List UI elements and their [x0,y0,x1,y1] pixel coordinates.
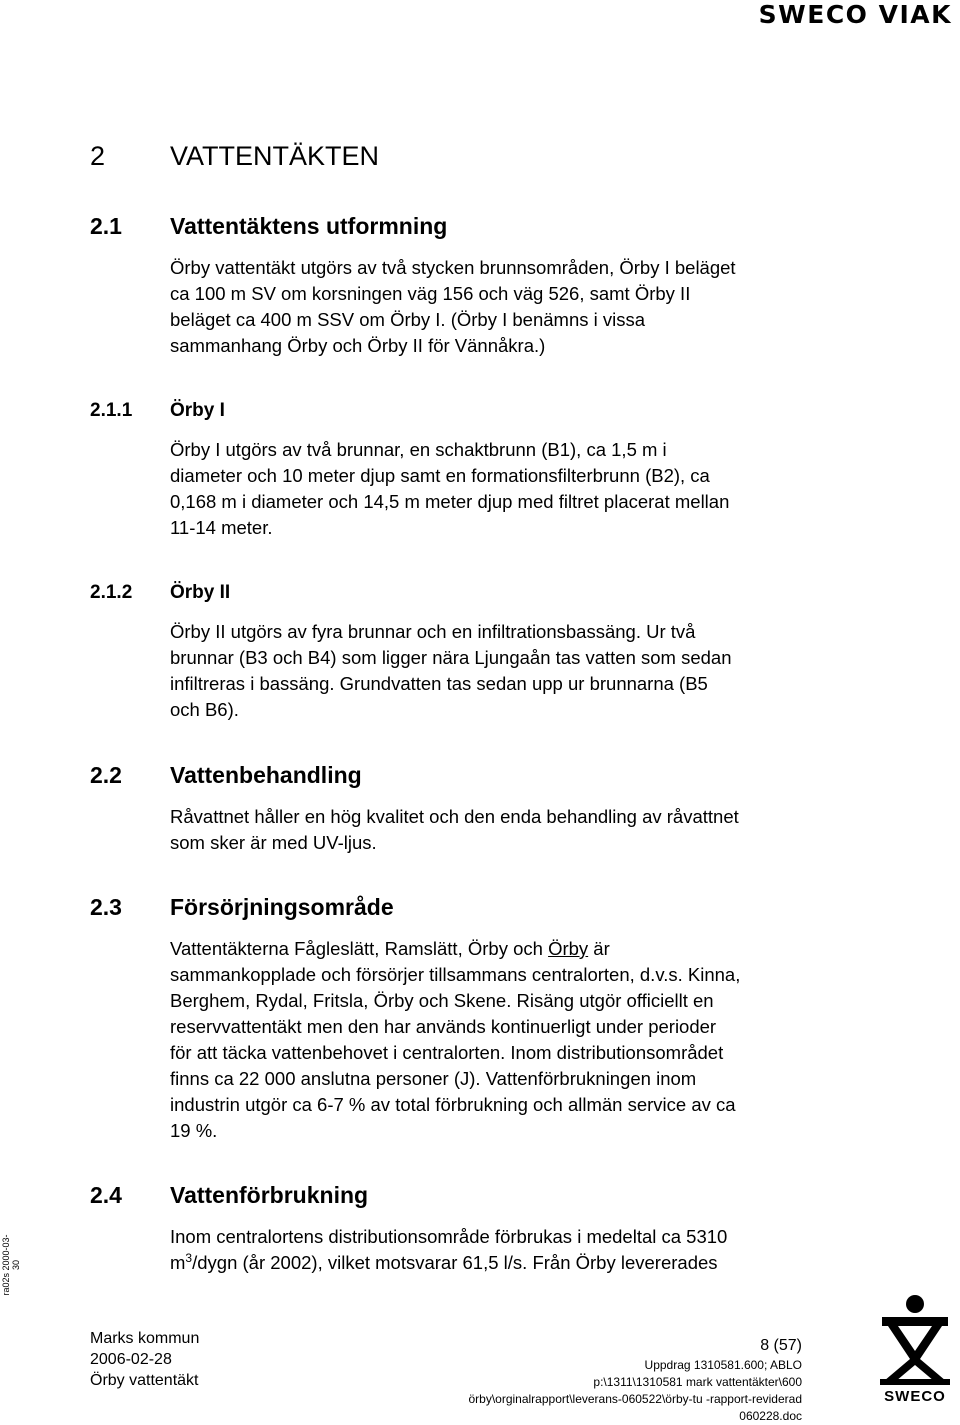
text-line: beläget ca 400 m SSV om Örby I. (Örby I benämns i vissa [170,309,646,330]
text-line: Örby vattentäkt utgörs av två stycken brunnsområden, Örby I beläget [170,257,736,278]
text-line: infiltreras i bassäng. Grundvatten tas sedan upp ur brunnarna (B5 [170,673,708,694]
footer-path: p:\1311\1310581 mark vattentäkter\600 [593,1375,802,1389]
section-2-1-2-heading [90,582,790,608]
section-title: Försörjningsområde [170,894,394,920]
text-line: Örby I utgörs av två brunnar, en schaktbrunn (B1), ca 1,5 m i [170,439,667,460]
logo-wordmark: SWECO [884,1388,946,1405]
text-line: ca 100 m SV om korsningen väg 156 och väg 526, samt Örby II [170,283,691,304]
text-run: Vattentäkterna Fågleslätt, Ramslätt, Örby och [170,938,549,959]
footer-right [468,1335,802,1425]
section-title: Örby II [170,582,231,603]
text-line: industrin utgör ca 6-7 % av total förbrukning och allmän service av ca [170,1094,736,1115]
footer-date: 2006-02-28 [90,1351,172,1368]
section-2-4-body [170,1224,820,1276]
section-2-3-heading [90,894,790,924]
section-number: 2.1.2 [90,582,133,603]
brand-logo-text: SWECO VIAK [758,0,952,29]
side-note: ra02s 2000-03-30 [1,1234,21,1296]
section-title: Vattenbehandling [170,762,362,788]
text-line: sammanhang Örby och Örby II för Vännåkra.) [170,335,546,356]
footer-left [90,1328,199,1391]
text-line: som sker är med UV-ljus. [170,832,377,853]
section-2-4-heading [90,1182,790,1212]
section-2-heading [90,141,790,175]
text-line: diameter och 10 meter djup samt en formationsfilterbrunn (B2), ca [170,465,710,486]
text-line: sammankopplade och försörjer tillsammans centralorten, d.v.s. Kinna, [170,964,741,985]
sweco-figure-icon [876,1293,954,1385]
text-run: m [170,1252,186,1273]
text-line: Örby II utgörs av fyra brunnar och en infiltrationsbassäng. Ur två [170,621,696,642]
footer-path: örby\orginalrapport\leverans-060522\örby-tu -rapport-reviderad [468,1392,802,1406]
section-title: Vattenförbrukning [170,1182,369,1208]
section-2-2-body [170,804,820,856]
section-number: 2.3 [90,894,122,920]
section-number: 2.4 [90,1182,122,1208]
section-2-1-1-heading [90,400,790,426]
text-line: 11-14 meter. [170,517,273,538]
text-line: 19 %. [170,1120,218,1141]
sweco-logo [876,1293,954,1405]
text-line: Berghem, Rydal, Fritsla, Örby och Skene. Risäng utgör officiellt en [170,990,714,1011]
section-2-3-body [170,936,820,1144]
section-number: 2 [90,141,106,171]
page-number: 8 (57) [760,1337,802,1354]
superscript: 3 [185,1250,193,1265]
footer-assignment: Uppdrag 1310581.600; ABLO [644,1358,802,1372]
section-number: 2.2 [90,762,122,788]
text-line: Inom centralortens distributionsområde förbrukas i medeltal ca 5310 [170,1226,728,1247]
section-2-1-body [170,255,820,359]
text-run: är [588,938,610,959]
footer-project: Örby vattentäkt [90,1372,199,1389]
section-number: 2.1 [90,213,122,239]
footer-client: Marks kommun [90,1330,200,1347]
section-2-1-2-body [170,619,820,723]
underlined-text: Örby [548,938,589,959]
text-line: och B6). [170,699,239,720]
text-line: för att täcka vattenbehovet i centralorten. Inom distributionsområdet [170,1042,724,1063]
text-line: brunnar (B3 och B4) som ligger nära Ljungaån tas vatten som sedan [170,647,732,668]
section-title: Örby I [170,400,225,421]
section-2-1-heading [90,213,790,243]
text-line: reservvattentäkt men den har används kontinuerligt under perioder [170,1016,717,1037]
text-line: finns ca 22 000 anslutna personer (J). Vattenförbrukningen inom [170,1068,697,1089]
text-line: Råvattnet håller en hög kvalitet och den enda behandling av råvattnet [170,806,739,827]
section-number: 2.1.1 [90,400,133,421]
section-2-2-heading [90,762,790,792]
section-title: VATTENTÄKTEN [170,141,380,171]
text-line [170,936,820,962]
footer-filename: 060228.doc [739,1409,802,1423]
section-2-1-1-body [170,437,820,541]
text-line: 0,168 m i diameter och 14,5 m meter djup med filtret placerat mellan [170,491,730,512]
text-line [170,1250,820,1276]
text-run: /dygn (år 2002), vilket motsvarar 61,5 l/s. Från Örby levererades [192,1252,718,1273]
section-title: Vattentäktens utformning [170,213,448,239]
